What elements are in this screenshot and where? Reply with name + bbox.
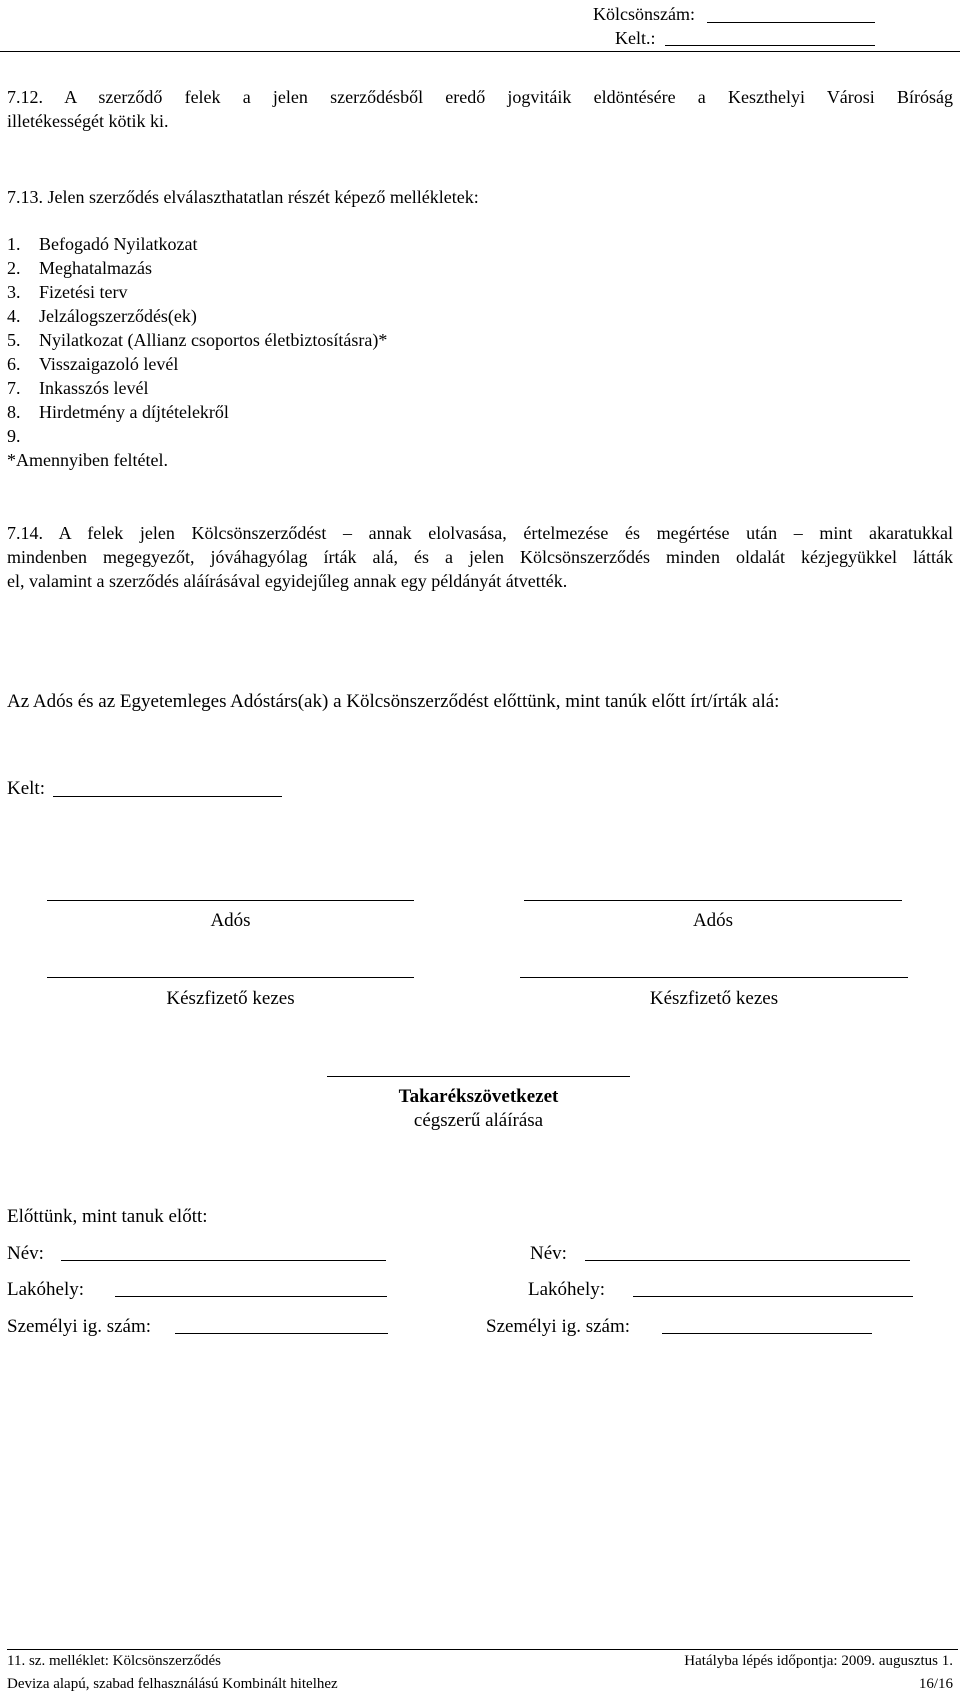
header-separator	[0, 51, 960, 52]
date-field-line[interactable]	[53, 796, 282, 797]
witness2-name-line[interactable]	[585, 1260, 910, 1261]
contract-number-label: Kölcsönszám:	[593, 4, 695, 24]
witness1-name-line[interactable]	[61, 1260, 386, 1261]
witness2-address-line[interactable]	[633, 1296, 913, 1297]
attachment-item: 5. Nyilatkozat (Allianz csoportos életbiztosításra)*	[7, 330, 388, 350]
debtor-left-label: Adós	[210, 910, 251, 931]
witness1-address-label: Lakóhely:	[7, 1279, 85, 1300]
guarantor-right-label: Készfizető kezes	[649, 988, 779, 1009]
date-header-label: Kelt.:	[615, 28, 656, 48]
witness1-id-line[interactable]	[175, 1333, 388, 1334]
attachment-item: 8. Hirdetmény a díjtételekről	[7, 402, 229, 422]
attachment-item: 2. Meghatalmazás	[7, 258, 152, 278]
bank-signature-line[interactable]	[327, 1076, 630, 1077]
bank-signature-subtitle: cégszerű aláírása	[413, 1110, 544, 1131]
guarantor-left-label: Készfizető kezes	[166, 988, 295, 1009]
section-7-14-line3: el, valamint a szerződés aláírásával egyidejűleg annak egy példányát átvették.	[7, 571, 568, 591]
contract-number-line	[707, 22, 875, 23]
attachment-item: 7. Inkasszós levél	[7, 378, 149, 398]
attachment-item: 4. Jelzálogszerződés(ek)	[7, 306, 197, 326]
date-header-line	[665, 45, 875, 46]
attachment-footnote: *Amennyiben feltétel.	[7, 450, 168, 470]
witnesses-title: Előttünk, mint tanuk előtt:	[7, 1206, 208, 1227]
attachment-item: 6. Visszaigazoló levél	[7, 354, 179, 374]
bank-name: Takarékszövetkezet	[398, 1086, 559, 1107]
witness1-name-label: Név:	[7, 1243, 44, 1264]
footer-separator	[7, 1649, 958, 1650]
witness2-id-line[interactable]	[662, 1333, 872, 1334]
debtor-right-signature-line[interactable]	[524, 900, 902, 901]
footer-product-name: Deviza alapú, szabad felhasználású Kombinált hitelhez	[7, 1676, 338, 1692]
guarantor-left-signature-line[interactable]	[47, 977, 414, 978]
attachment-item: 3. Fizetési terv	[7, 282, 128, 302]
witness1-address-line[interactable]	[115, 1296, 387, 1297]
date-field-label: Kelt:	[7, 778, 45, 799]
witness-statement: Az Adós és az Egyetemleges Adóstárs(ak) a Kölcsönszerződést előttünk, mint tanúk előtt írt/írták alá:	[7, 691, 780, 712]
witness1-id-label: Személyi ig. szám:	[7, 1316, 152, 1337]
witness2-id-label: Személyi ig. szám:	[486, 1316, 631, 1337]
witness2-address-label: Lakóhely:	[528, 1279, 606, 1300]
footer-effective-date: Hatályba lépés időpontja: 2009. augusztus 1.	[684, 1653, 953, 1669]
attachment-item: 1. Befogadó Nyilatkozat	[7, 234, 198, 254]
guarantor-right-signature-line[interactable]	[520, 977, 908, 978]
section-7-14-line1: 7.14. A felek jelen Kölcsönszerződést – annak elolvasása, értelmezése és megértése után – mint akaratukkal	[7, 523, 953, 543]
section-7-12-line2: illetékességét kötik ki.	[7, 111, 169, 131]
footer-attachment-title: 11. sz. melléklet: Kölcsönszerződés	[7, 1653, 221, 1669]
debtor-left-signature-line[interactable]	[47, 900, 414, 901]
witness2-name-label: Név:	[530, 1243, 567, 1264]
attachment-item: 9.	[7, 426, 21, 446]
section-7-14-line2: mindenben megegyezőt, jóváhagyólag írták alá, és a jelen Kölcsönszerződés minden oldalát kézjegyükkel látták	[7, 547, 953, 567]
footer-page-number: 16/16	[918, 1676, 953, 1692]
debtor-right-label: Adós	[692, 910, 734, 931]
section-7-12-line1: 7.12. A szerződő felek a jelen szerződésből eredő jogvitáik eldöntésére a Keszthelyi Városi Bíróság	[7, 87, 953, 107]
section-7-13-intro: 7.13. Jelen szerződés elválaszthatatlan részét képező mellékletek:	[7, 187, 479, 207]
